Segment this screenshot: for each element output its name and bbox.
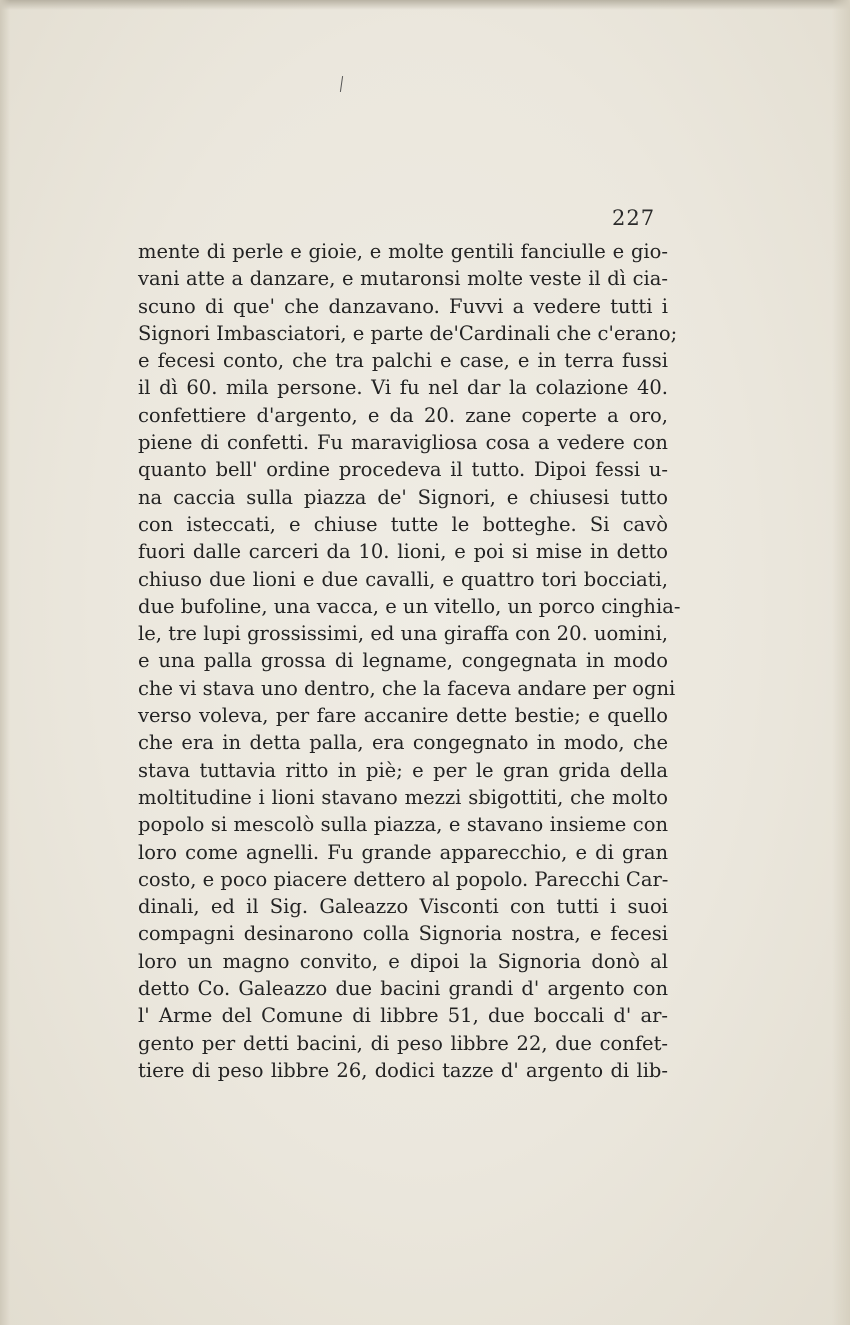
text-line: il dì 60. mila persone. Vi fu nel dar la colazione 40. xyxy=(138,376,668,400)
page-top-edge xyxy=(0,0,850,10)
text-line: scuno di que' che danzavano. Fuvvi a vedere tutti i xyxy=(138,294,668,318)
text-line: na caccia sulla piazza de' Signori, e chiusesi tutto xyxy=(138,485,668,509)
page-left-edge xyxy=(0,0,10,1325)
text-line: loro un magno convito, e dipoi la Signoria donò al xyxy=(138,949,668,973)
text-line: verso voleva, per fare accanire dette bestie; e quello xyxy=(138,704,668,728)
text-line: costo, e poco piacere dettero al popolo. Parecchi Car- xyxy=(138,867,669,891)
text-line: quanto bell' ordine procedeva il tutto. Dipoi fessi u- xyxy=(138,458,668,482)
text-line: detto Co. Galeazzo due bacini grandi d' argento con xyxy=(138,977,668,1001)
text-line: tiere di peso libbre 26, dodici tazze d' argento di lib- xyxy=(138,1058,668,1082)
pencil-mark xyxy=(340,76,343,92)
text-line: chiuso due lioni e due cavalli, e quattro tori bocciati, xyxy=(138,567,668,591)
text-line: confettiere d'argento, e da 20. zane coperte a oro, xyxy=(138,403,668,427)
text-line: fuori dalle carceri da 10. lioni, e poi si mise in detto xyxy=(138,540,668,564)
text-line: vani atte a danzare, e mutaronsi molte veste il dì cia- xyxy=(138,267,668,291)
text-line: due bufoline, una vacca, e un vitello, un porco cinghia- xyxy=(138,594,681,618)
text-line: moltitudine i lioni stavano mezzi sbigottiti, che molto xyxy=(138,785,668,809)
text-line: che vi stava uno dentro, che la faceva andare per ogni xyxy=(138,676,676,700)
text-line: stava tuttavia ritto in piè; e per le gran grida della xyxy=(138,758,668,782)
text-line: loro come agnelli. Fu grande apparecchio, e di gran xyxy=(138,840,668,864)
text-line: le, tre lupi grossissimi, ed una giraffa con 20. uomini, xyxy=(138,622,668,646)
text-line: gento per detti bacini, di peso libbre 22, due confet- xyxy=(138,1031,668,1055)
text-line: mente di perle e gioie, e molte gentili fanciulle e gio- xyxy=(138,240,668,263)
body-text xyxy=(138,238,681,1084)
text-line: piene di confetti. Fu maravigliosa cosa a vedere con xyxy=(138,431,668,455)
text-line: popolo si mescolò sulla piazza, e stavano insieme con xyxy=(138,813,668,837)
text-line: e una palla grossa di legname, congegnata in modo xyxy=(138,649,668,673)
text-line: compagni desinarono colla Signoria nostra, e fecesi xyxy=(138,922,668,946)
text-line: dinali, ed il Sig. Galeazzo Visconti con tutti i suoi xyxy=(138,895,668,919)
text-line: e fecesi conto, che tra palchi e case, e in terra fussi xyxy=(138,349,668,373)
text-line: Signori Imbasciatori, e parte de'Cardinali che c'erano; xyxy=(138,321,678,345)
page-number: 227 xyxy=(612,206,656,230)
text-line: che era in detta palla, era congegnato in modo, che xyxy=(138,731,668,755)
page-right-edge xyxy=(832,0,850,1325)
text-line: l' Arme del Comune di libbre 51, due boccali d' ar- xyxy=(138,1004,668,1028)
text-line: con isteccati, e chiuse tutte le botteghe. Si cavò xyxy=(138,512,668,536)
